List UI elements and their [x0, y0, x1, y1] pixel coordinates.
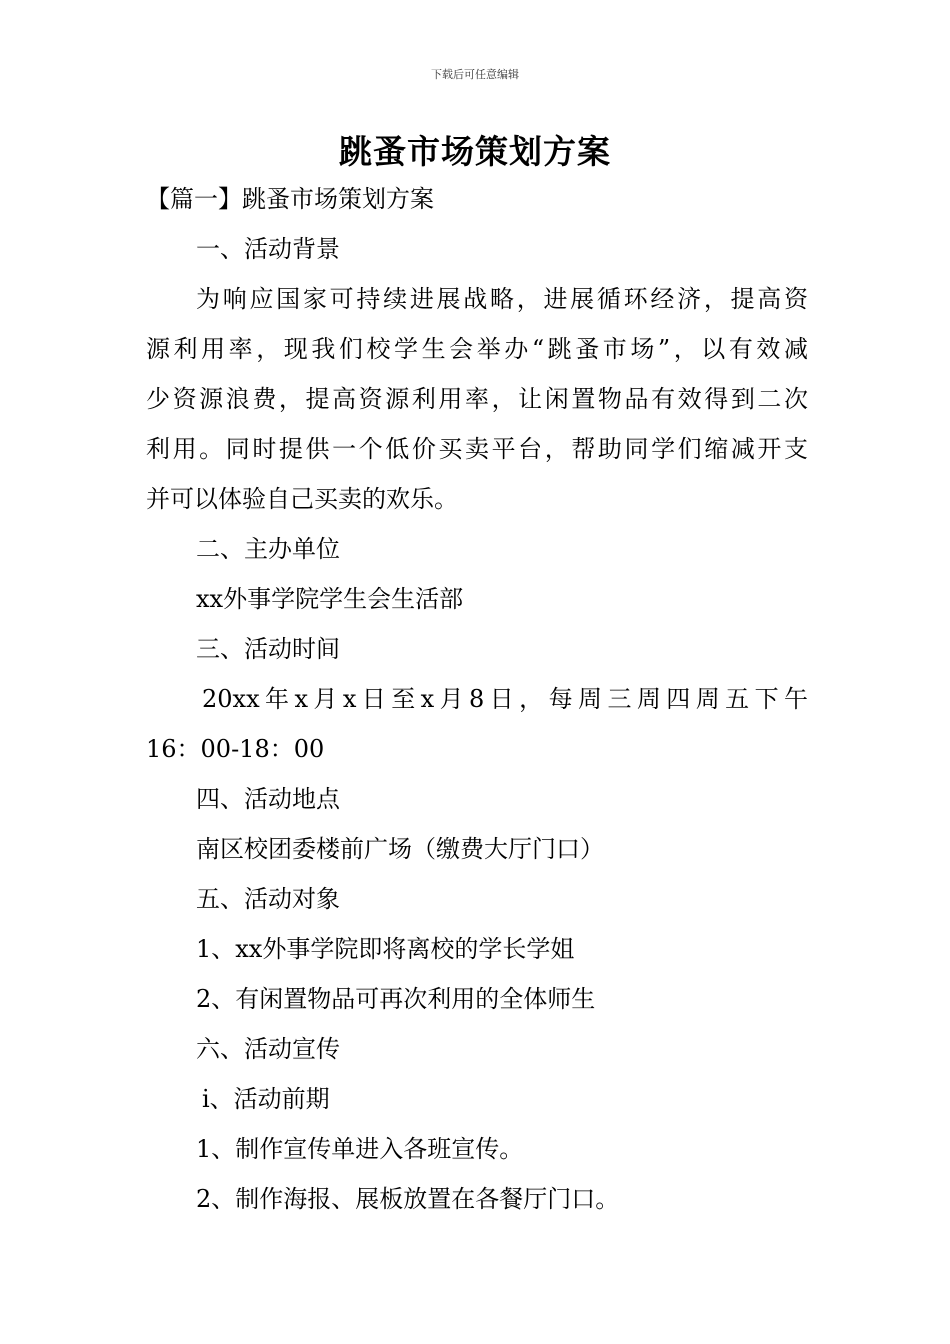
- text-line: xx外事学院学生会生活部: [196, 585, 464, 613]
- text-line: 16：00-18：00: [146, 735, 325, 763]
- text-line: 【篇一】跳蚤市场策划方案: [146, 185, 434, 213]
- page-header-note: 下载后可任意编辑: [431, 68, 519, 81]
- document-body: [146, 174, 808, 1224]
- text-line: 1、制作宣传单进入各班宣传。: [196, 1135, 524, 1163]
- text-line: 南区校团委楼前广场（缴费大厅门口）: [196, 835, 604, 863]
- text-line: 少资源浪费，提高资源利用率，让闲置物品有效得到二次: [146, 385, 808, 413]
- text-line: 六、活动宣传: [196, 1035, 340, 1063]
- text-line: 利用。同时提供一个低价买卖平台，帮助同学们缩减开支: [146, 435, 808, 463]
- text-line: 2、有闲置物品可再次利用的全体师生: [196, 985, 596, 1013]
- text-line: 20xx年x月x日至x月8日，每周三周四周五下午: [202, 685, 808, 713]
- text-line: 源利用率，现我们校学生会举办“跳蚤市场”，以有效减: [146, 335, 808, 363]
- text-line: ⅰ、活动前期: [202, 1085, 330, 1113]
- text-line: 1、xx外事学院即将离校的学长学姐: [196, 935, 575, 963]
- text-line: 并可以体验自己买卖的欢乐。: [146, 485, 458, 513]
- text-line: 五、活动对象: [196, 885, 340, 913]
- text-line: 二、主办单位: [196, 535, 340, 563]
- document-title: 跳蚤市场策划方案: [339, 132, 611, 171]
- text-line: 一、活动背景: [196, 235, 340, 263]
- text-line: 三、活动时间: [196, 635, 340, 663]
- text-line: 为响应国家可持续进展战略，进展循环经济，提高资: [196, 285, 808, 313]
- text-line: 2、制作海报、展板放置在各餐厅门口。: [196, 1185, 620, 1213]
- text-line: 四、活动地点: [196, 785, 340, 813]
